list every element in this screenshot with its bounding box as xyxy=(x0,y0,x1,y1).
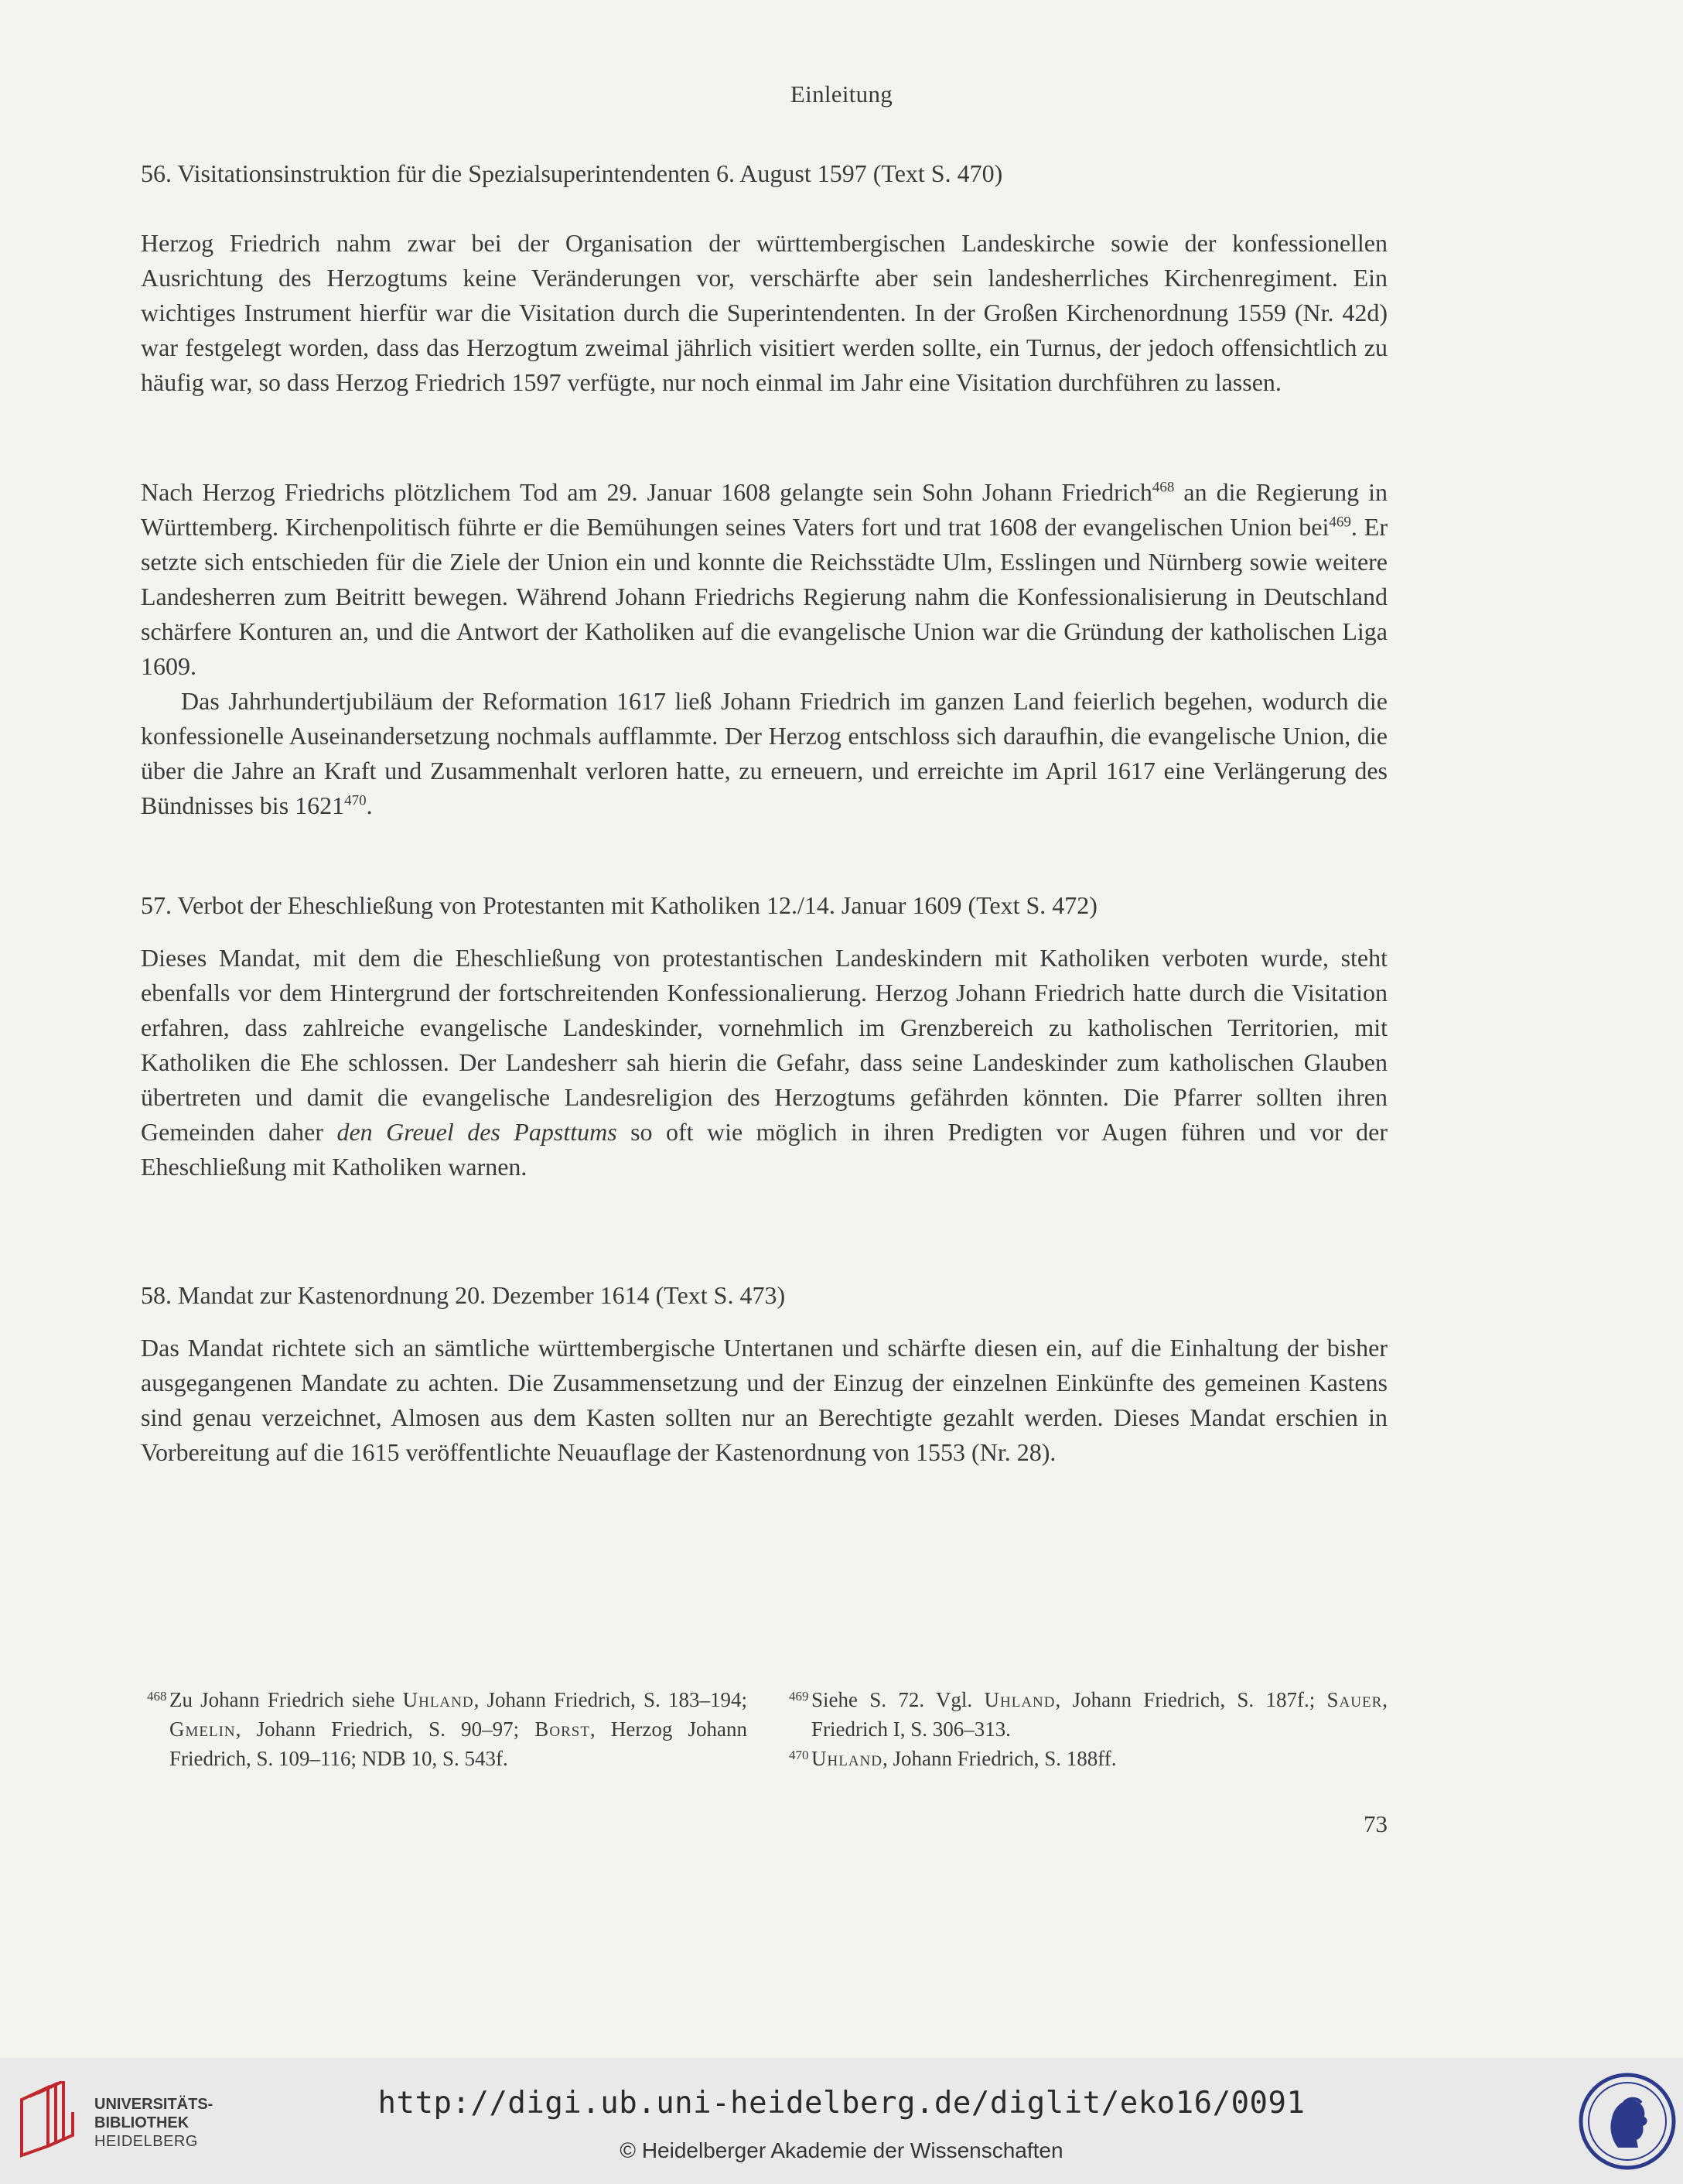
footer-bar xyxy=(0,2058,1683,2184)
footnote-468: 468 Zu Johann Friedrich siehe Uhland, Johann Friedrich, S. 183–194; Gmelin, Johann Friedrich, S. 90–97; Borst, Herzog Johann Friedrich, S. 109–116; NDB 10, S. 543f. xyxy=(141,1685,747,1773)
paragraph: Das Jahrhundertjubiläum der Reformation 1617 ließ Johann Friedrich im ganzen Land feierlich begehen, wodurch die konfessionelle Auseinandersetzung nochmals aufflammte. Der Herzog entschloss sich daraufhin, die evangelische Union, die über die Jahre an Kraft und Zusammenhalt verloren hatte, zu erneuern, und erreichte im April 1617 eine Verlängerung des Bündnisses bis 1621$^{470}$. xyxy=(141,687,1388,819)
page-number: 73 xyxy=(1364,1810,1388,1837)
section-57-body xyxy=(141,941,1388,1184)
section-58-body xyxy=(141,1331,1388,1470)
academy-seal-icon xyxy=(1578,2072,1677,2171)
footnote-number: 469 xyxy=(789,1689,809,1704)
running-head: Einleitung xyxy=(790,80,893,108)
section-heading-56: 56. Visitationsinstruktion für die Spezialsuperintendenten 6. August 1597 (Text S. 470) xyxy=(141,159,1003,187)
paragraph: Das Mandat richtete sich an sämtliche württembergische Untertanen und schärfte diesen ein, auf die Einhaltung der bisher ausgegangenen Mandate zu achten. Die Zusammensetzung und der Einzug der einzelnen Einkünfte des gemeinen Kastens sind genau verzeichnet, Almosen aus dem Kasten sollten nur an Berechtigte gezahlt werden. Dieses Mandat erschien in Vorbereitung auf die 1615 veröffentlichte Neuauflage der Kastenordnung von 1553 (Nr. 28). xyxy=(141,1334,1388,1466)
paragraph: Herzog Friedrich nahm zwar bei der Organisation der württembergischen Landeskirche sowie der konfessionellen Ausrichtung des Herzogtums keine Veränderungen vor, verschärfte aber sein landesherrliches Kirchenregiment. Ein wichtiges Instrument hierfür war die Visitation durch die Superintendenten. In der Großen Kirchenordnung 1559 (Nr. 42d) war festgelegt worden, dass das Herzogtum zweimal jährlich visitiert werden sollte, ein Turnus, der jedoch offensichtlich zu häufig war, so dass Herzog Friedrich 1597 verfügte, nur noch einmal im Jahr eine Visitation durchführen zu lassen. xyxy=(141,229,1388,396)
footnote-469: 469 Siehe S. 72. Vgl. Uhland, Johann Friedrich, S. 187f.; Sauer, Friedrich I, S. 306–313. xyxy=(783,1685,1388,1744)
section-56-body xyxy=(141,226,1388,400)
footnote-column-right xyxy=(783,1685,1388,1773)
library-logo-text: UNIVERSITÄTS- BIBLIOTHEK HEIDELBERG xyxy=(94,2096,213,2150)
paragraph: Dieses Mandat, mit dem die Eheschließung von protestantischen Landeskindern mit Katholiken verboten wurde, steht ebenfalls vor dem Hintergrund der fortschreitenden Konfessionalierung. Herzog Johann Friedrich hatte durch die Visitation erfahren, dass zahlreiche evangelische Landeskinder, vornehmlich im Grenzbereich zu katholischen Territorien, mit Katholiken die Ehe schlossen. Der Landesherr sah hierin die Gefahr, dass seine Landeskinder zum katholischen Glauben übertreten und damit die evangelische Landesreligion des Herzogtums gefährden könnten. Die Pfarrer sollten ihren Gemeinden daher den Greuel des Papsttums so oft wie möglich in ihren Predigten vor Augen führen und vor der Eheschließung mit Katholiken warnen. xyxy=(141,944,1388,1181)
section-56-continuation xyxy=(141,475,1388,823)
section-heading-58: 58. Mandat zur Kastenordnung 20. Dezember 1614 (Text S. 473) xyxy=(141,1281,786,1309)
copyright-notice: © Heidelberger Akademie der Wissenschaften xyxy=(620,2138,1063,2162)
section-heading-57: 57. Verbot der Eheschließung von Protestanten mit Katholiken 12./14. Januar 1609 (Text S. 472) xyxy=(141,891,1098,919)
footnote-470: 470 Uhland, Johann Friedrich, S. 188ff. xyxy=(783,1744,1388,1773)
footnote-ref-468[interactable]: 468 xyxy=(1152,479,1175,496)
footnote-column-left xyxy=(141,1685,747,1773)
footnote-ref-470[interactable]: 470 xyxy=(344,792,367,809)
paragraph: Nach Herzog Friedrichs plötzlichem Tod am 29. Januar 1608 gelangte sein Sohn Johann Friedrich$^{468}$ an die Regierung in Württemberg. Kirchenpolitisch führte er die Bemühungen seines Vaters fort und trat 1608 der evangelischen Union bei$^{469}$. Er setzte sich entschieden für die Ziele der Union ein und konnte die Reichsstädte Ulm, Esslingen und Nürnberg sowie weitere Landesherren zum Beitritt bewegen. Während Johann Friedrichs Regierung nahm die Konfessionalisierung in Deutschland schärfere Konturen an, und die Antwort der Katholiken auf die evangelische Union war die Gründung der katholischen Liga 1609. xyxy=(141,478,1388,680)
digital-library-url[interactable]: http://digi.ub.uni-heidelberg.de/diglit/eko16/0091 xyxy=(377,2086,1306,2121)
footnote-ref-469[interactable]: 469 xyxy=(1329,514,1351,531)
footnote-number: 468 xyxy=(147,1689,167,1704)
emphasis: den Greuel des Papsttums xyxy=(336,1118,617,1146)
footnote-number: 470 xyxy=(789,1748,809,1762)
